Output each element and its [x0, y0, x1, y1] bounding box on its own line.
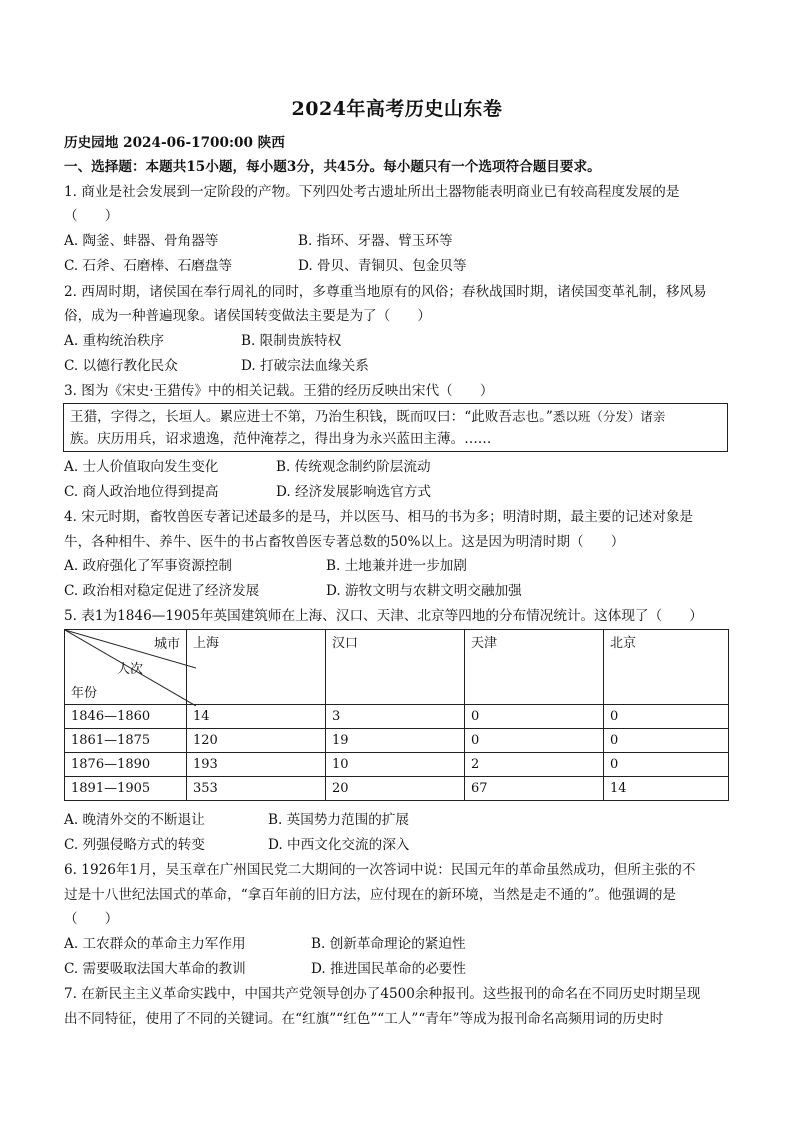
q1-option-c: C. 石斧、石磨棒、石磨盘等: [64, 258, 233, 274]
q6-option-a: A. 工农群众的革命主力军作用: [64, 936, 246, 952]
q1-option-d: D. 骨贝、青铜贝、包金贝等: [298, 258, 467, 274]
q3-stem: 3. 图为《宋史·王猎传》中的相关记载。王猎的经历反映出宋代（ ）: [64, 383, 494, 399]
corner-label-count: 人次: [117, 662, 144, 677]
table-row: [65, 705, 729, 729]
table-cell: 0: [604, 705, 729, 729]
q2-option-b: B. 限制贵族特权: [241, 333, 342, 349]
q6-option-d: D. 推进国民革命的必要性: [311, 961, 466, 977]
q6-option-c: C. 需要吸取法国大革命的教训: [64, 961, 246, 977]
q6-stem-line-1: 6. 1926年1月，吴玉章在广州国民党二大期间的一次答词中说：民国元年的革命虽然成功，但所主张的不: [64, 862, 696, 878]
q3-quote-line-1-main: 王猎，字得之，长垣人。累应进士不第，乃治生积钱，既而叹曰：“此败吾志也。”: [70, 409, 553, 425]
table-cell: 193: [187, 753, 326, 777]
table-cell-period: 1861—1875: [65, 729, 187, 753]
source-line: 历史园地 2024-06-1700:00 陕西: [64, 135, 285, 151]
q4-stem-line-1: 4. 宋元时期，畜牧兽医专著记述最多的是马，并以医马、相马的书为多；明清时期，最主要的记述对象是: [64, 509, 694, 525]
table-cell: 20: [326, 777, 465, 801]
table-cell: 353: [187, 777, 326, 801]
q6-option-b: B. 创新革命理论的紧迫性: [311, 936, 466, 952]
table-cell: 0: [465, 729, 604, 753]
table-cell: 3: [326, 705, 465, 729]
q3-quote-line-2: 族。庆历用兵，诏求遗逸，范仲淹荐之，得出身为永兴蓝田主薄。……: [70, 431, 492, 447]
table-header-city: 天津: [465, 630, 604, 705]
q7-stem-line-1: 7. 在新民主主义革命实践中，中国共产党领导创办了4500余种报刊。这些报刊的命名在不同历史时期呈现: [64, 986, 701, 1002]
table-row: [65, 753, 729, 777]
table-row: [65, 777, 729, 801]
table-header-city: 上海: [187, 630, 326, 705]
q6-stem-line-3: （ ）: [64, 911, 119, 927]
table-cell: 10: [326, 753, 465, 777]
q3-option-b: B. 传统观念制约阶层流动: [276, 459, 431, 475]
q6-stem-line-2: 过是十八世纪法国式的革命，“拿百年前的旧方法，应付现在的新环境，当然是走不通的”。他强调的是: [64, 887, 677, 903]
q4-option-a: A. 政府强化了军事资源控制: [64, 558, 232, 574]
q5-option-d: D. 中西文化交流的深入: [268, 837, 410, 853]
table-header-city: 北京: [604, 630, 729, 705]
corner-label-year: 年份: [71, 686, 98, 701]
table-cell: 0: [604, 729, 729, 753]
table-cell: 0: [465, 705, 604, 729]
table-cell: 2: [465, 753, 604, 777]
q2-option-a: A. 重构统治秩序: [64, 333, 165, 349]
q2-stem-line-2: 俗，成为一种普遍现象。诸侯国转变做法主要是为了（ ）: [64, 308, 432, 324]
q4-option-b: B. 土地兼并进一步加剧: [326, 558, 467, 574]
q3-option-d: D. 经济发展影响选官方式: [276, 484, 431, 500]
q3-option-c: C. 商人政治地位得到提高: [64, 484, 219, 500]
q2-stem-line-1: 2. 西周时期，诸侯国在奉行周礼的同时，多尊重当地原有的风俗；春秋战国时期，诸侯国变革礼制，移风易: [64, 284, 707, 300]
q5-option-b: B. 英国势力范围的扩展: [268, 812, 409, 828]
q1-option-a: A. 陶釜、蚌器、骨角器等: [64, 233, 219, 249]
q3-option-a: A. 士人价值取向发生变化: [64, 459, 219, 475]
table-header-city: 汉口: [326, 630, 465, 705]
table-header-row: [65, 630, 729, 705]
table-cell-period: 1876—1890: [65, 753, 187, 777]
q4-option-d: D. 游牧文明与农耕文明交融加强: [326, 583, 522, 599]
table-row: [65, 729, 729, 753]
q7-stem-line-2: 出不同特征，使用了不同的关键词。在“红旗”“红色”“工人”“青年”等成为报刊命名高频用词的历史时: [64, 1011, 664, 1027]
table-cell: 0: [604, 753, 729, 777]
q1-stem-line-2: （ ）: [64, 208, 119, 224]
q5-stem: 5. 表1为1846—1905年英国建筑师在上海、汉口、天津、北京等四地的分布情况统计。这体现了（ ）: [64, 608, 703, 624]
q4-stem-line-2: 牛，各种相牛、养牛、医牛的书占畜牧兽医专著总数的50%以上。这是因为明清时期（ ）: [64, 534, 625, 550]
q3-quote-line-1-annotation: 悉以班（分发）诸亲: [552, 409, 666, 424]
table-cell-period: 1891—1905: [65, 777, 187, 801]
table-cell: 19: [326, 729, 465, 753]
table-cell: 14: [187, 705, 326, 729]
q3-quote-box: [63, 403, 728, 452]
table-corner-cell: [65, 630, 187, 705]
table-cell-period: 1846—1860: [65, 705, 187, 729]
q2-option-c: C. 以德行教化民众: [64, 358, 178, 374]
q1-option-b: B. 指环、牙器、臂玉环等: [298, 233, 453, 249]
q2-option-d: D. 打破宗法血缘关系: [241, 358, 369, 374]
q5-option-a: A. 晚清外交的不断退让: [64, 812, 205, 828]
q4-option-c: C. 政治相对稳定促进了经济发展: [64, 583, 260, 599]
q5-option-c: C. 列强侵略方式的转变: [64, 837, 205, 853]
q3-quote-line-1: [70, 406, 721, 428]
table-cell: 120: [187, 729, 326, 753]
page-title: 2024年高考历史山东卷: [291, 98, 503, 120]
q5-table: [64, 629, 729, 801]
table-cell: 14: [604, 777, 729, 801]
corner-label-city: 城市: [153, 637, 180, 652]
table-cell: 67: [465, 777, 604, 801]
section-heading: 一、选择题：本题共15小题，每小题3分，共45分。每小题只有一个选项符合题目要求。: [64, 159, 601, 175]
q1-stem-line-1: 1. 商业是社会发展到一定阶段的产物。下列四处考古遗址所出土器物能表明商业已有较高程度发展的是: [64, 184, 680, 200]
